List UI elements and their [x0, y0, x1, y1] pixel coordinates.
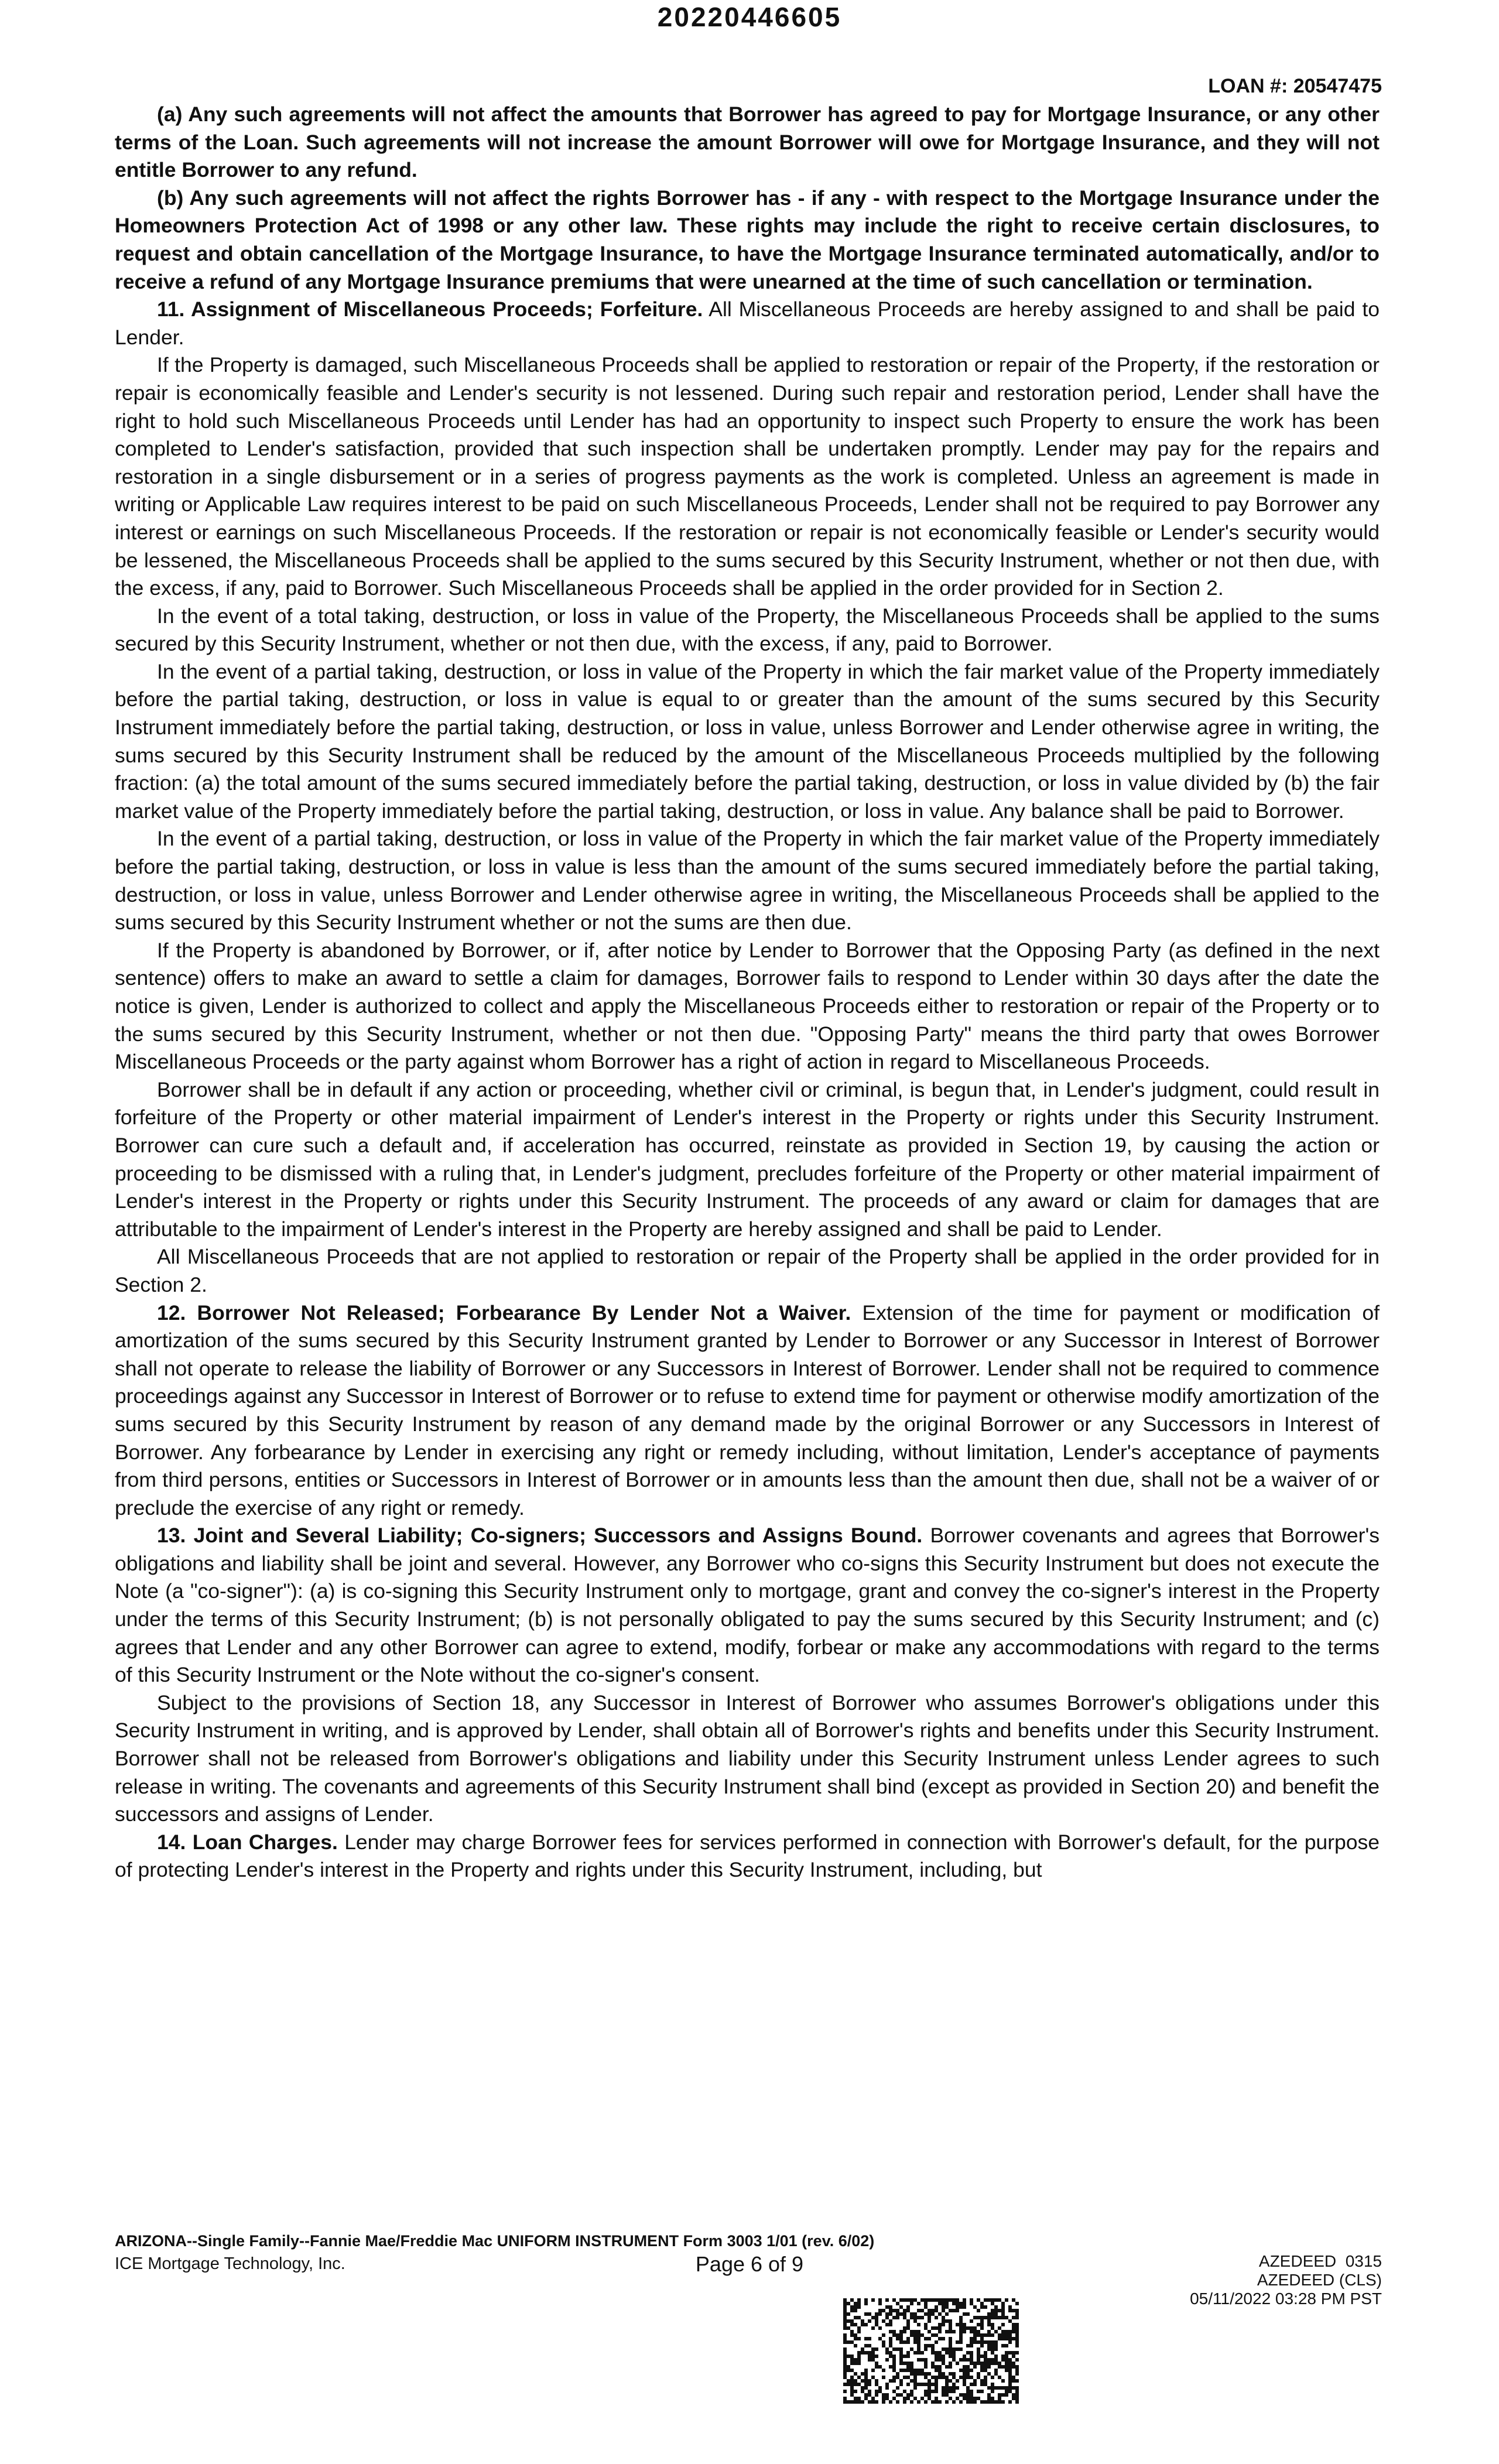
paragraph-not-applied: All Miscellaneous Proceeds that are not applied to restoration or repair of the Property shall be applied in the order provided for in Section 2.: [115, 1245, 1380, 1296]
page-number: Page 6 of 9: [695, 2252, 804, 2276]
section-14: [115, 1829, 1380, 1884]
section-13-heading: 13. Joint and Several Liability; Co-signers; Successors and Assigns Bound.: [157, 1524, 923, 1548]
qr-code-icon: [843, 2298, 1019, 2404]
paragraph-successors: Subject to the provisions of Section 18, any Successor in Interest of Borrower who assumes Borrower's obligations under this Security Instrument in writing, and is approved by Lender, shall obtain all of Borrower's rights and benefits under this Security Instrument. Borrower shall not be released from Borrower's obligations and liability under this Security Instrument unless Lender agrees to such release in writing. The covenants and agreements of this Security Instrument shall bind (except as provided in Section 20) and benefit the successors and assigns of Lender.: [115, 1690, 1380, 1826]
section-12: [115, 1299, 1380, 1522]
section-13-text: Borrower covenants and agrees that Borrower's obligations and liability shall be joint and several. However, any Borrower who co-signs this Security Instrument but does not execute the Note (a "co-signer"): (a) is co-signing this Security Instrument only to mortgage, grant and convey the co-signer's interest in the Property under the terms of this Security Instrument; (b) is not personally obligated to pay the sums secured by this Security Instrument; and (c) agrees that Lender and any other Borrower can agree to extend, modify, forbear or make any accommodations with regard to the terms of this Security Instrument or the Note without the co-signer's consent.: [115, 1524, 1380, 1687]
section-11-text: All Miscellaneous Proceeds are hereby assigned to and shall be paid to Lender.: [115, 297, 1380, 349]
document-body: [115, 101, 1380, 1884]
paragraph-abandoned: If the Property is abandoned by Borrower, or if, after notice by Lender to Borrower that the Opposing Party (as defined in the next sentence) offers to make an award to settle a claim for damages, Borrower fails to respond to Lender within 30 days after the date the notice is given, Lender is authorized to collect and apply the Miscellaneous Proceeds either to restoration or repair of the Property or to the sums secured by this Security Instrument, whether or not then due. "Opposing Party" means the third party that owes Borrower Miscellaneous Proceeds or the party against whom Borrower has a right of action in regard to Miscellaneous Proceeds.: [115, 938, 1380, 1074]
paragraph-property-damaged: If the Property is damaged, such Miscellaneous Proceeds shall be applied to restoration or repair of the Property, if the restoration or repair is economically feasible and Lender's security is not lessened. During such repair and restoration period, Lender shall have the right to hold such Miscellaneous Proceeds until Lender has had an opportunity to inspect such Property to ensure the work has been completed to Lender's satisfaction, provided that such inspection shall be undertaken promptly. Lender may pay for the repairs and restoration in a single disbursement or in a series of progress payments as the work is completed. Unless an agreement is made in writing or Applicable Law requires interest to be paid on such Miscellaneous Proceeds, Lender shall not be required to pay Borrower any interest or earnings on such Miscellaneous Proceeds. If the restoration or repair is not economically feasible or Lender's security would be lessened, the Miscellaneous Proceeds shall be applied to the sums secured by this Security Instrument, whether or not then due, with the excess, if any, paid to Borrower. Such Miscellaneous Proceeds shall be applied in the order provided for in Section 2.: [115, 353, 1380, 600]
section-13: [115, 1522, 1380, 1689]
section-11: [115, 296, 1380, 351]
footer-form-line: ARIZONA--Single Family--Fannie Mae/Freddie Mac UNIFORM INSTRUMENT Form 3003 1/01 (rev. 6/02): [115, 2232, 875, 2250]
paragraph-a: (a) Any such agreements will not affect the amounts that Borrower has agreed to pay for Mortgage Insurance, or any other terms of the Loan. Such agreements will not increase the amount Borrower will owe for Mortgage Insurance, and they will not entitle Borrower to any refund.: [115, 102, 1380, 182]
footer-code-1: AZEDEED 0315: [1258, 2252, 1382, 2270]
section-12-heading: 12. Borrower Not Released; Forbearance By Lender Not a Waiver.: [157, 1301, 851, 1325]
paragraph-partial-taking-less: In the event of a partial taking, destruction, or loss in value of the Property in which the fair market value of the Property immediately before the partial taking, destruction, or loss in value is less than the amount of the sums secured immediately before the partial taking, destruction, or loss in value, unless Borrower and Lender otherwise agree in writing, the Miscellaneous Proceeds shall be applied to the sums secured by this Security Instrument whether or not the sums are then due.: [115, 827, 1380, 935]
paragraph-total-taking: In the event of a total taking, destruction, or loss in value of the Property, the Miscellaneous Proceeds shall be applied to the sums secured by this Security Instrument, whether or not then due, with the excess, if any, paid to Borrower.: [115, 604, 1380, 656]
paragraph-default: Borrower shall be in default if any action or proceeding, whether civil or criminal, is begun that, in Lender's judgment, could result in forfeiture of the Property or other material impairment of Lender's interest in the Property or rights under this Security Instrument. Borrower can cure such a default and, if acceleration has occurred, reinstate as provided in Section 19, by causing the action or proceeding to be dismissed with a ruling that, in Lender's judgment, precludes forfeiture of the Property or other material impairment of Lender's interest in the Property or rights under this Security Instrument. The proceeds of any award or claim for damages that are attributable to the impairment of Lender's interest in the Property are hereby assigned and shall be paid to Lender.: [115, 1077, 1380, 1241]
paragraph-partial-taking-greater: In the event of a partial taking, destruction, or loss in value of the Property in which the fair market value of the Property immediately before the partial taking, destruction, or loss in value is equal to or greater than the amount of the sums secured by this Security Instrument immediately before the partial taking, destruction, or loss in value, unless Borrower and Lender otherwise agree in writing, the sums secured by this Security Instrument shall be reduced by the amount of the Miscellaneous Proceeds multiplied by the following fraction: (a) the total amount of the sums secured immediately before the partial taking, destruction, or loss in value divided by (b) the fair market value of the Property immediately before the partial taking, destruction, or loss in value. Any balance shall be paid to Borrower.: [115, 659, 1380, 823]
footer-code-2: AZEDEED (CLS): [1257, 2271, 1382, 2289]
footer-company: ICE Mortgage Technology, Inc.: [115, 2254, 345, 2273]
section-11-heading: 11. Assignment of Miscellaneous Proceeds; Forfeiture.: [157, 297, 703, 321]
section-14-text: Lender may charge Borrower fees for services performed in connection with Borrower's default, for the purpose of protecting Lender's interest in the Property and rights under this Security Instrument, including, but: [115, 1830, 1380, 1882]
section-12-text: Extension of the time for payment or modification of amortization of the sums secured by this Security Instrument granted by Lender to Borrower or any Successor in Interest of Borrower shall not operate to release the liability of Borrower or any Successors in Interest of Borrower. Lender shall not be required to commence proceedings against any Successor in Interest of Borrower or to refuse to extend time for payment or otherwise modify amortization of the sums secured by this Security Instrument by reason of any demand made by the original Borrower or any Successors in Interest of Borrower. Any forbearance by Lender in exercising any right or remedy including, without limitation, Lender's acceptance of payments from third persons, entities or Successors in Interest of Borrower or in amounts less than the amount then due, shall not be a waiver of or preclude the exercise of any right or remedy.: [115, 1301, 1380, 1520]
recording-number: 20220446605: [657, 2, 842, 32]
footer-codes: [1190, 2252, 1382, 2308]
section-14-heading: 14. Loan Charges.: [157, 1830, 338, 1854]
footer-timestamp: 05/11/2022 03:28 PM PST: [1190, 2290, 1382, 2308]
loan-number: LOAN #: 20547475: [1208, 75, 1382, 97]
paragraph-b: (b) Any such agreements will not affect the rights Borrower has - if any - with respect to the Mortgage Insurance under the Homeowners Protection Act of 1998 or any other law. These rights may include the right to receive certain disclosures, to request and obtain cancellation of the Mortgage Insurance, to have the Mortgage Insurance terminated automatically, and/or to receive a refund of any Mortgage Insurance premiums that were unearned at the time of such cancellation or termination.: [115, 186, 1380, 293]
